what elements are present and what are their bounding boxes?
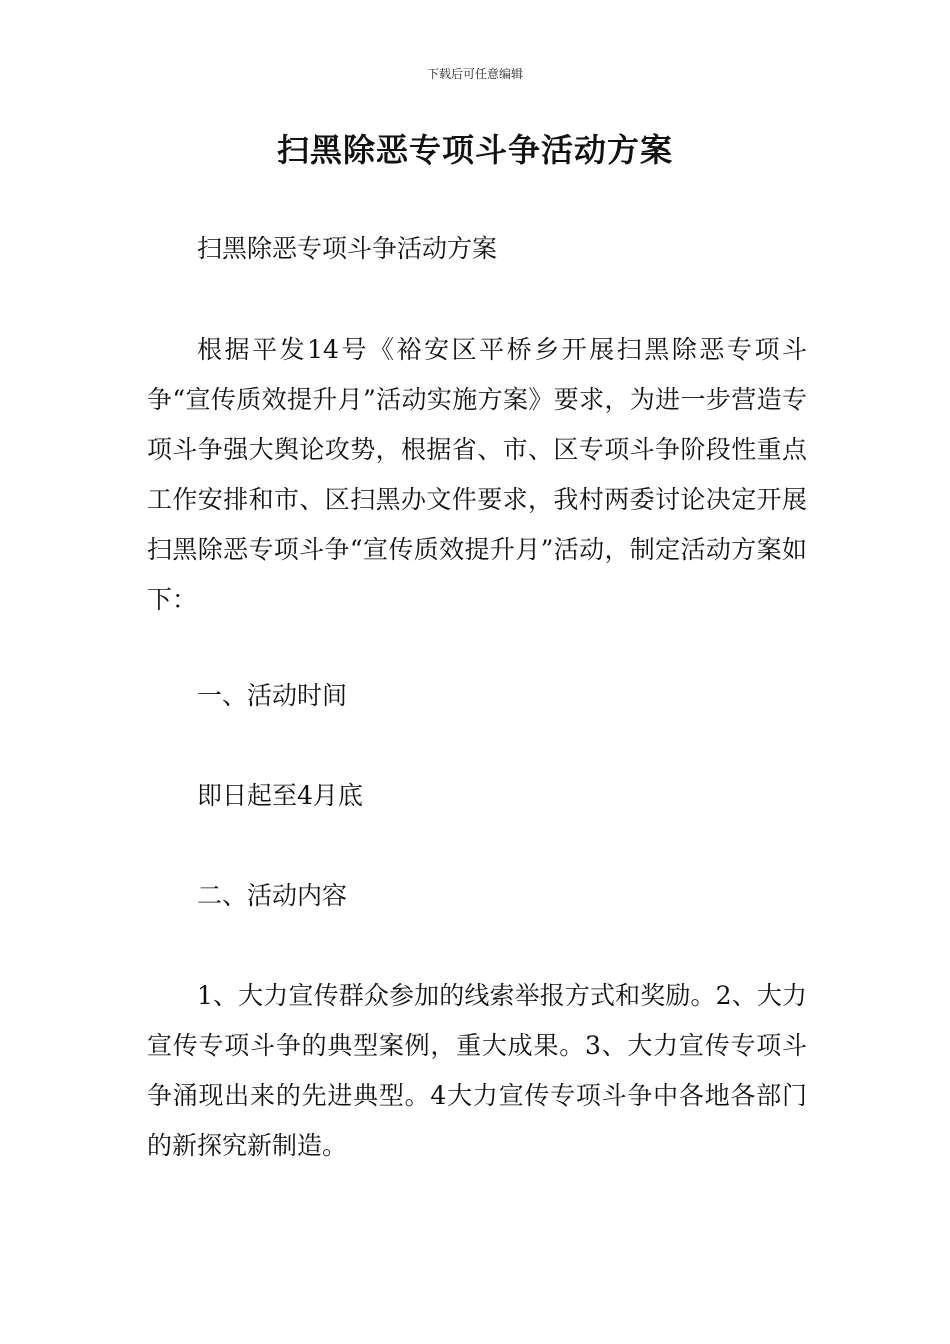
section-heading-activity-content: 二、活动内容 (197, 881, 348, 910)
activity-content-paragraph: 1、大力宣传群众参加的线索举报方式和奖励。2、大力宣传专项斗争的典型案例，重大成果。3、大力宣传专项斗争涌现出来的先进典型。4大力宣传专项斗争中各地各部门的新探究新制造。 (147, 981, 807, 1160)
document-subtitle: 扫黑除恶专项斗争活动方案 (197, 234, 498, 263)
section-heading-activity-time: 一、活动时间 (197, 681, 348, 710)
document-title: 扫黑除恶专项斗争活动方案 (276, 131, 673, 169)
activity-time-paragraph: 即日起至4月底 (197, 781, 363, 810)
header-note: 下载后可任意编辑 (426, 67, 523, 81)
intro-paragraph: 根据平发14号《裕安区平桥乡开展扫黑除恶专项斗争“宣传质效提升月”活动实施方案》要求，为进一步营造专项斗争强大舆论攻势，根据省、市、区专项斗争阶段性重点工作安排和市、区扫黑办文件要求，我村两委讨论决定开展扫黑除恶专项斗争“宣传质效提升月”活动，制定活动方案如下： (147, 335, 807, 614)
